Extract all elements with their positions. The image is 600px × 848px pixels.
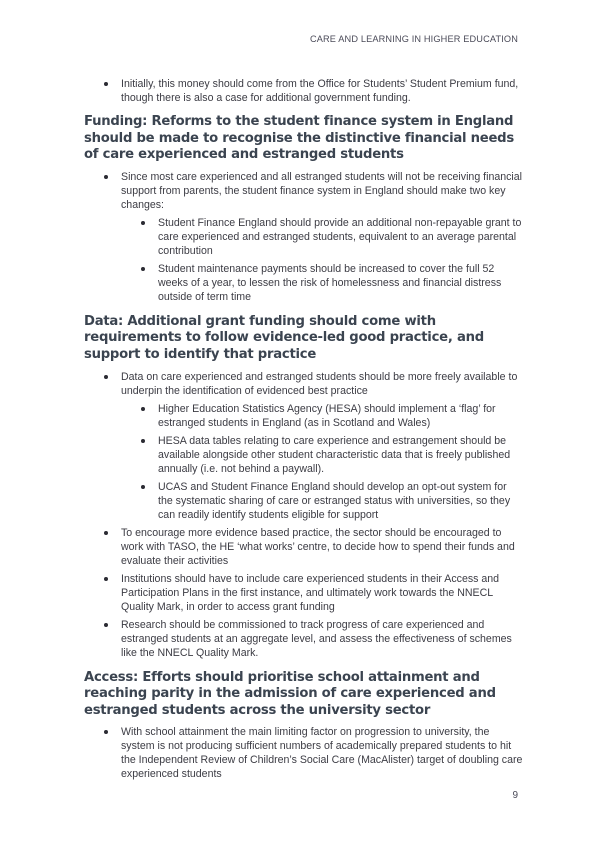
running-header: CARE AND LEARNING IN HIGHER EDUCATION — [309, 34, 518, 44]
list-item-text: Since most care experienced and all estranged students will not be receiving financial support from parents, the student finance system in England should make two key changes: — [121, 170, 523, 211]
list-item: To encourage more evidence based practice, the sector should be encouraged to work with TASO, the HE ‘what works’ centre, to decide how to spend their funds and evaluate their activities — [84, 526, 524, 568]
sub-list-item: Student maintenance payments should be increased to cover the full 52 weeks of a year, to lessen the risk of homelessness and financial distress outside of term time — [121, 262, 524, 304]
intro-list — [84, 77, 524, 105]
bullet-list — [84, 170, 524, 304]
list-item — [84, 170, 524, 304]
section-funding — [84, 114, 524, 304]
section-data — [84, 314, 524, 660]
list-item: Initially, this money should come from the Office for Students’ Student Premium fund, though there is also a case for additional government funding. — [84, 77, 524, 105]
section-heading: Access: Efforts should prioritise school attainment and reaching parity in the admission of care experienced and estranged students across the university sector — [84, 669, 496, 718]
list-item: Institutions should have to include care experienced students in their Access and Participation Plans in the first instance, and ultimately work towards the NNECL Quality Mark, in order to access grant funding — [84, 572, 524, 614]
list-item — [84, 370, 524, 522]
page-number: 9 — [512, 790, 518, 801]
sub-list-item: Student Finance England should provide an additional non-repayable grant to care experienced and estranged students, equivalent to an average parental contribution — [121, 216, 524, 258]
section-heading: Data: Additional grant funding should come with requirements to follow evidence-led good practice, and support to identify that practice — [84, 313, 484, 362]
sub-list-item: Higher Education Statistics Agency (HESA) should implement a ‘flag’ for estranged students in England (as in Scotland and Wales) — [121, 402, 524, 430]
document-body — [84, 73, 524, 781]
section-heading: Funding: Reforms to the student finance system in England should be made to recognise the distinctive financial needs of care experienced and estranged students — [84, 114, 514, 163]
bullet-list — [84, 370, 524, 660]
sub-list-item: UCAS and Student Finance England should develop an opt-out system for the systematic sharing of care or estranged status with universities, so they can readily identify students eligible for support — [121, 480, 524, 522]
sub-bullet-list — [121, 402, 524, 522]
list-item: With school attainment the main limiting factor on progression to university, the system is not producing sufficient numbers of academically prepared students to hit the Independent Review of Children’s Social Care (MacAlister) target of doubling care experienced students — [84, 725, 524, 781]
sub-bullet-list — [121, 216, 524, 304]
list-item: Research should be commissioned to track progress of care experienced and estranged students at an aggregate level, and assess the effectiveness of schemes like the NNECL Quality Mark. — [84, 618, 524, 660]
sub-list-item: HESA data tables relating to care experience and estrangement should be available alongside other student characteristic data that is freely published annually (i.e. not behind a paywall). — [121, 434, 524, 476]
bullet-list — [84, 725, 524, 781]
list-item-text: Data on care experienced and estranged students should be more freely available to underpin the identification of evidenced best practice — [121, 370, 518, 397]
section-access — [84, 670, 524, 782]
